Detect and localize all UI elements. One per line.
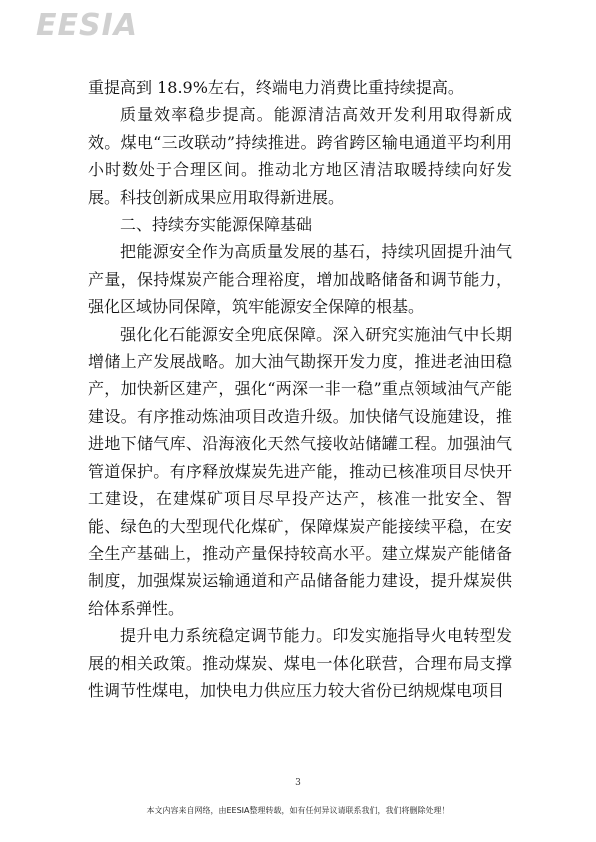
page-number: 3	[295, 778, 301, 788]
paragraph-1: 重提高到 18.9%左右，终端电力消费比重持续提高。	[88, 78, 464, 97]
eesia-logo: EESIA	[36, 8, 138, 43]
footer-notice: 本文内容来自网络，由EESIA整理转载，如有任何异议请联系我们，我们将删除处理！	[146, 806, 450, 815]
section-heading: 二、持续夯实能源保障基础	[120, 215, 313, 235]
paragraph-2: 质量效率稳步提高。能源清洁高效开发利用取得新成效。煤电“三改联动”持续推进。跨省跨区输电通道平均利用小时数处于合理区间。推动北方地区清洁取暖持续向好发展。科技创新成果应用取得新进展。	[88, 105, 512, 207]
paragraph-4: 强化化石能源安全兜底保障。深入研究实施油气中长期增储上产发展战略。加大油气勘探开发力度，推进老油田稳产，加快新区建产，强化“两深一非一稳”重点领域油气产能建设。有序推动炼油项目改造升级。加快储气设施建设，推进地下储气库、沿海液化天然气接收站储罐工程。加强油气管道保护。有序释放煤炭先进产能，推动已核准项目尽快开工建设，在建煤矿项目尽早投产达产，核准一批安全、智能、绿色的大型现代化煤矿，保障煤炭产能接续平稳，在安全生产基础上，推动产量保持较高水平。建立煤炭产能储备制度，加强煤炭运输通道和产品储备能力建设，提升煤炭供给体系弹性。	[88, 324, 512, 618]
paragraph-5: 提升电力系统稳定调节能力。印发实施指导火电转型发展的相关政策。推动煤炭、煤电一体化联营，合理布局支撑性调节性煤电，加快电力供应压力较大省份已纳规煤电项目	[88, 626, 512, 700]
document-body	[88, 74, 512, 704]
paragraph-3: 把能源安全作为高质量发展的基石，持续巩固提升油气产量，保持煤炭产能合理裕度，增加战略储备和调节能力，强化区域协同保障，筑牢能源安全保障的根基。	[88, 242, 512, 317]
